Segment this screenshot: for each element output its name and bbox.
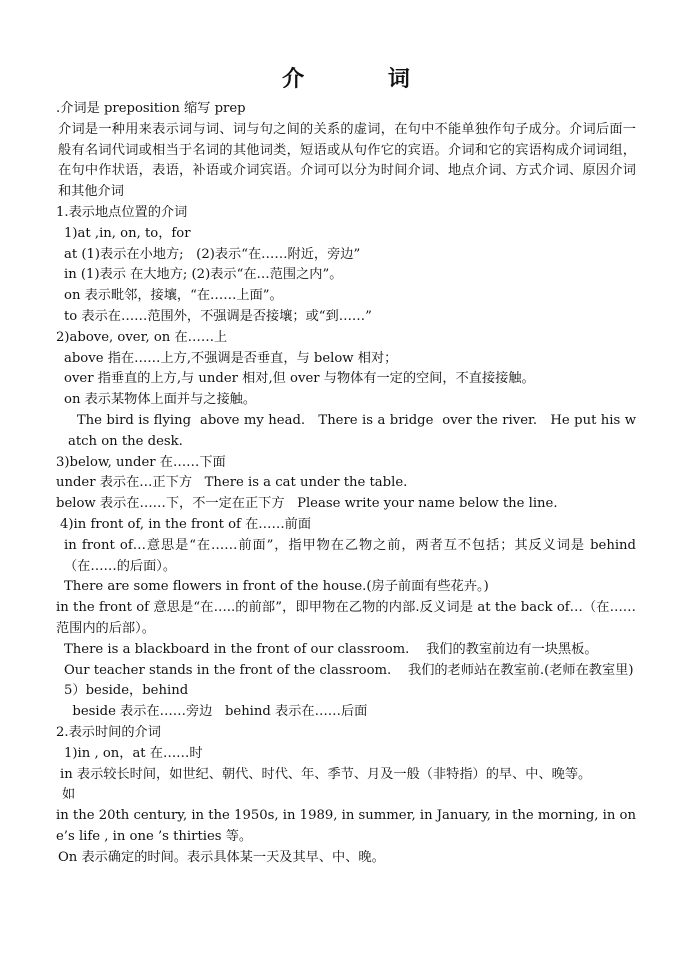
text-line: 2)above, over, on 在……上 (56, 329, 228, 345)
text-line: in (1)表示 在大地方; (2)表示“在…范围之内”。 (64, 267, 343, 283)
text-line: 介词是一种用来表示词与词、词与句之间的关系的虚词，在句中不能单独作句子成分。介词后面一般有名词代词或相当于名词的其他词类，短语或从句作它的宾语。介词和它的宾语构成介词词组，在句中作状语，表语，补语或介词宾语。介词可以分为时间介词、地点介词、方式介词、原因介词和其他介词 (58, 121, 636, 200)
text-line: There are some flowers in front of the house.(房子前面有些花卉。) (64, 579, 489, 595)
text-line: in 表示较长时间，如世纪、朝代、时代、年、季节、月及一般（非特指）的早、中、晚等。 (60, 766, 592, 782)
text-line: in front of…意思是“在……前面”，指甲物在乙物之前，两者互不包括；其反义词是 behind（在……的后面）。 (64, 537, 636, 574)
text-line: 1)in , on，at 在……时 (64, 745, 203, 761)
text-line: There is a blackboard in the front of our classroom. 我们的教室前边有一块黑板。 (64, 641, 598, 657)
text-line: to 表示在……范围外，不强调是否接壤；或“到……” (64, 308, 372, 324)
text-line: above 指在……上方,不强调是否垂直，与 below 相对； (64, 350, 398, 366)
document-body (56, 99, 636, 868)
text-line: .介词是 preposition 缩写 prep (56, 101, 246, 116)
document-title: 介 词 (282, 66, 448, 92)
text-line: in the 20th century, in the 1950s, in 1989, in summer, in January, in the morning, in one’s life , in one ’s thirties 等。 (56, 808, 636, 844)
text-line: in the front of 意思是“在…..的前部”，即甲物在乙物的内部.反义词是 at the back of…（在……范围内的后部）。 (56, 600, 636, 636)
text-line: 4)in front of, in the front of 在……前面 (60, 516, 312, 532)
text-line: On 表示确定的时间。表示具体某一天及其早、中、晚。 (58, 849, 385, 865)
text-line: The bird is flying above my head. There is a bridge over the river. He put his watch on the desk. (68, 412, 637, 449)
text-line: 1)at ,in, on, to，for (64, 225, 191, 241)
text-line: on 表示毗邻，接壤，“在……上面”。 (64, 288, 283, 304)
text-line: under 表示在…正下方 There is a cat under the table. (56, 475, 408, 491)
text-line: on 表示某物体上面并与之接触。 (64, 392, 257, 408)
text-line: Our teacher stands in the front of the classroom. 我们的老师站在教室前.(老师在教室里) (64, 662, 634, 678)
text-line: at (1)表示在小地方; (2)表示“在……附近，旁边” (64, 246, 361, 262)
text-line: 5）beside，behind (64, 683, 189, 699)
text-line: 3)below, under 在……下面 (56, 454, 226, 470)
text-line: below 表示在……下，不一定在正下方 Please write your name below the line. (56, 496, 558, 512)
text-line: 2.表示时间的介词 (56, 724, 161, 740)
text-line: over 指垂直的上方,与 under 相对,但 over 与物体有一定的空间，不直接接触。 (64, 371, 535, 387)
text-line: 如 (62, 787, 76, 803)
text-line: 1.表示地点位置的介词 (56, 204, 188, 220)
text-line: beside 表示在……旁边 behind 表示在……后面 (64, 704, 368, 720)
